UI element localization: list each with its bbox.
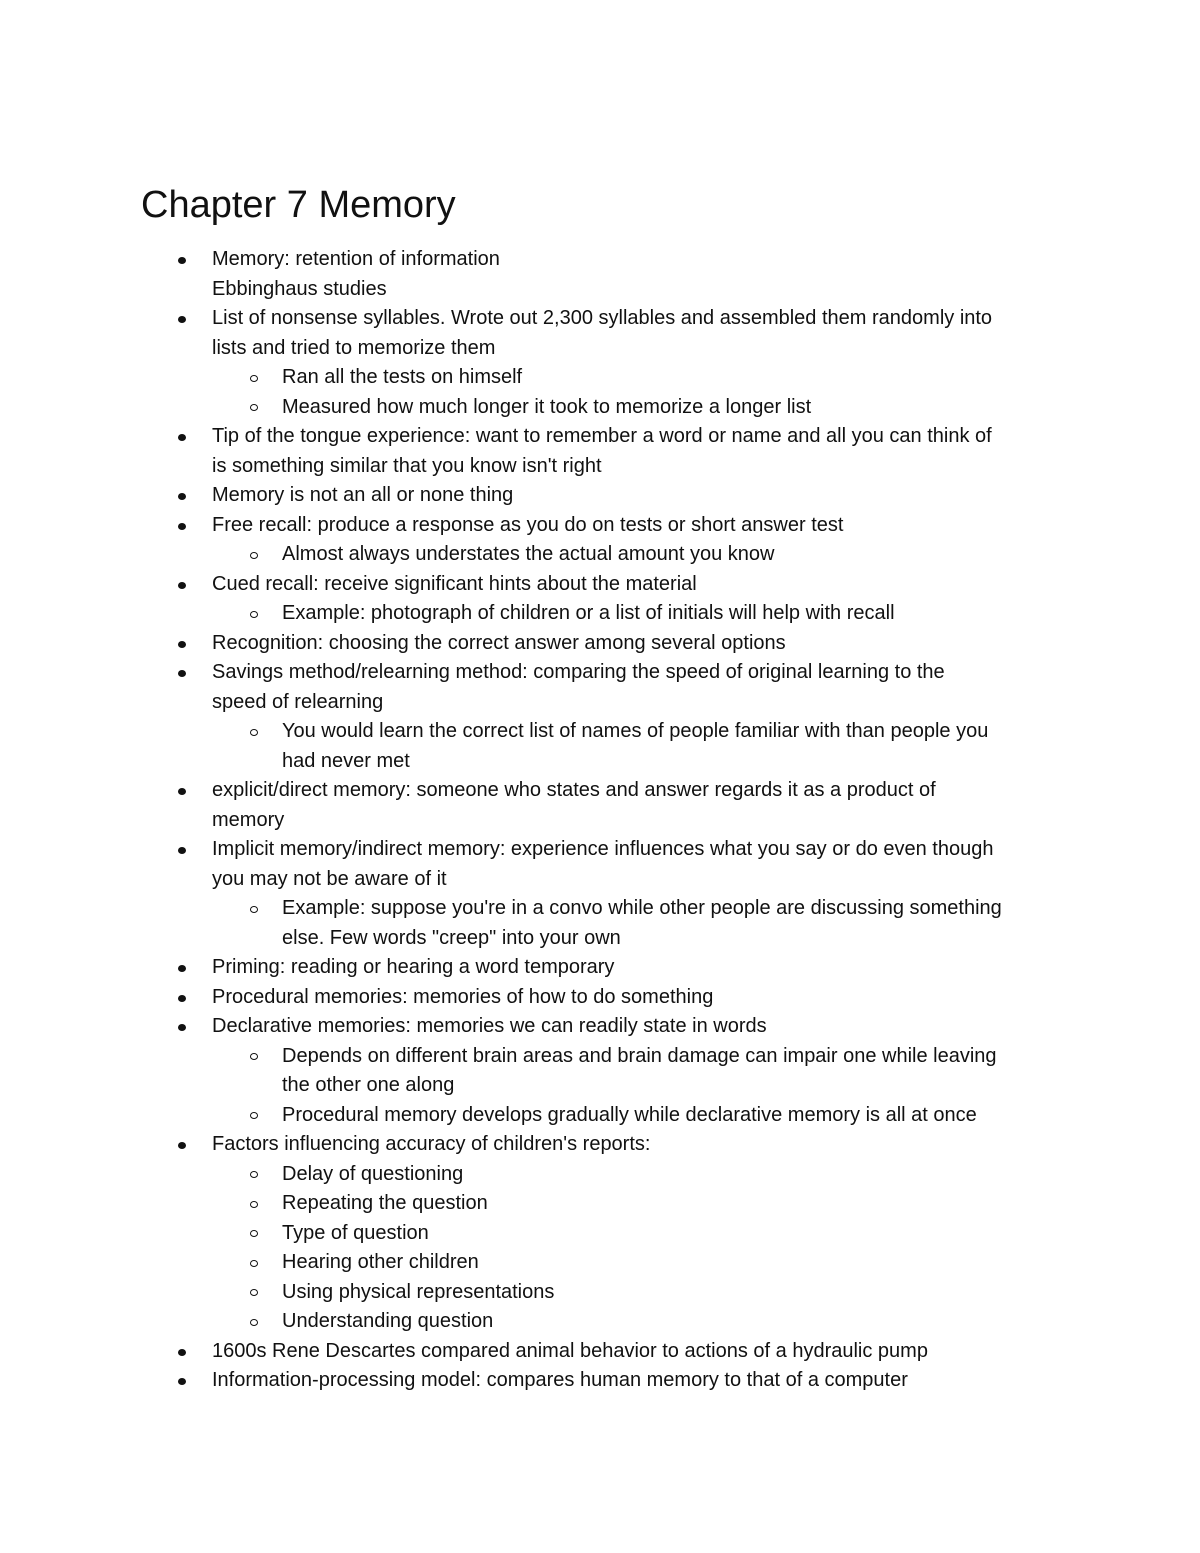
list-item-text: Ebbinghaus studies bbox=[212, 277, 387, 300]
sub-list-item bbox=[0, 393, 1072, 423]
list-item-text: Cued recall: receive significant hints about the material bbox=[212, 572, 697, 595]
list-item-text: Understanding question bbox=[282, 1310, 494, 1332]
list-item-text: Type of question bbox=[282, 1221, 429, 1244]
sub-list-item bbox=[0, 1042, 1072, 1101]
list-item-text: explicit/direct memory: someone who states and answer regards it as a product of memory bbox=[212, 779, 936, 831]
list-item bbox=[0, 570, 1072, 600]
bullet-disc-icon bbox=[178, 670, 186, 677]
list-item-text: Tip of the tongue experience: want to remember a word or name and all you can think of is something similar that you know isn't right bbox=[212, 425, 992, 477]
list-item-text: 1600s Rene Descartes compared animal behavior to actions of a hydraulic pump bbox=[212, 1339, 928, 1362]
bullet-circle-icon bbox=[250, 1260, 258, 1267]
list-item-text: Free recall: produce a response as you do on tests or short answer test bbox=[212, 513, 844, 536]
list-item-text: Recognition: choosing the correct answer among several options bbox=[212, 631, 786, 654]
bullet-circle-icon bbox=[250, 611, 258, 618]
bullet-disc-icon bbox=[178, 434, 186, 441]
list-item bbox=[0, 776, 1072, 835]
bullet-circle-icon bbox=[250, 552, 258, 559]
list-item-text: Factors influencing accuracy of children's reports: bbox=[212, 1133, 651, 1155]
bullet-disc-icon bbox=[178, 257, 186, 264]
bullet-circle-icon bbox=[250, 729, 258, 736]
list-item bbox=[0, 835, 1072, 894]
bullet-circle-icon bbox=[250, 1289, 258, 1296]
bullet-circle-icon bbox=[250, 1319, 258, 1326]
sub-list-item bbox=[0, 1219, 1072, 1249]
list-item-text: Implicit memory/indirect memory: experience influences what you say or do even though you may not be aware of it bbox=[212, 838, 994, 890]
list-item-text: Memory is not an all or none thing bbox=[212, 484, 514, 506]
bullet-circle-icon bbox=[250, 1230, 258, 1237]
sub-list-item bbox=[0, 1101, 1072, 1131]
bullet-circle-icon bbox=[250, 404, 258, 411]
list-item-text: Example: suppose you're in a convo while other people are discussing something else. Few words "creep" into your own bbox=[282, 897, 1002, 949]
list-item-text: Using physical representations bbox=[282, 1280, 555, 1303]
sub-list-item bbox=[0, 540, 1072, 570]
bullet-disc-icon bbox=[178, 847, 186, 854]
sub-list-item bbox=[0, 894, 1072, 953]
notes-list bbox=[0, 245, 1200, 1396]
list-item-text: Information-processing model: compares human memory to that of a computer bbox=[212, 1369, 908, 1391]
list-item-text: Declarative memories: memories we can readily state in words bbox=[212, 1015, 767, 1037]
list-item-text: Depends on different brain areas and brain damage can impair one while leaving the other one along bbox=[282, 1044, 997, 1096]
list-item bbox=[0, 983, 1072, 1013]
sub-list-item bbox=[0, 1278, 1072, 1308]
list-item-text: Repeating the question bbox=[282, 1192, 488, 1214]
bullet-disc-icon bbox=[178, 1349, 186, 1356]
list-item bbox=[0, 658, 1072, 717]
list-item-text: Savings method/relearning method: comparing the speed of original learning to the speed of relearning bbox=[212, 661, 945, 713]
list-item-text: Hearing other children bbox=[282, 1251, 479, 1273]
list-item bbox=[0, 304, 1072, 363]
sub-list-item bbox=[0, 363, 1072, 393]
list-item bbox=[0, 245, 1072, 275]
sub-list-item bbox=[0, 1189, 1072, 1219]
list-item bbox=[0, 422, 1072, 481]
bullet-circle-icon bbox=[250, 375, 258, 382]
list-item bbox=[0, 1366, 1072, 1396]
list-item bbox=[0, 1012, 1072, 1042]
bullet-disc-icon bbox=[178, 316, 186, 323]
bullet-disc-icon bbox=[178, 493, 186, 500]
list-item-text: Almost always understates the actual amount you know bbox=[282, 543, 775, 565]
bullet-circle-icon bbox=[250, 1201, 258, 1208]
bullet-disc-icon bbox=[178, 641, 186, 648]
bullet-disc-icon bbox=[178, 1024, 186, 1031]
sub-list-item bbox=[0, 717, 1072, 776]
page-title: Chapter 7 Memory bbox=[141, 184, 456, 226]
list-item-text: You would learn the correct list of names of people familiar with than people you had never met bbox=[282, 720, 989, 772]
sub-list-item bbox=[0, 1307, 1072, 1337]
bullet-disc-icon bbox=[178, 1142, 186, 1149]
list-item-text: Procedural memories: memories of how to do something bbox=[212, 985, 714, 1008]
bullet-circle-icon bbox=[250, 1053, 258, 1060]
list-item bbox=[0, 481, 1072, 511]
bullet-disc-icon bbox=[178, 995, 186, 1002]
bullet-circle-icon bbox=[250, 1171, 258, 1178]
sub-list-item bbox=[0, 1248, 1072, 1278]
list-continuation-line bbox=[0, 275, 1072, 305]
bullet-disc-icon bbox=[178, 582, 186, 589]
list-item bbox=[0, 511, 1072, 541]
list-item-text: Procedural memory develops gradually while declarative memory is all at once bbox=[282, 1103, 977, 1126]
list-item-text: List of nonsense syllables. Wrote out 2,300 syllables and assembled them randomly into lists and tried to memorize them bbox=[212, 307, 993, 359]
bullet-disc-icon bbox=[178, 788, 186, 795]
list-item-text: Example: photograph of children or a list of initials will help with recall bbox=[282, 602, 895, 624]
bullet-disc-icon bbox=[178, 523, 186, 530]
list-item bbox=[0, 1337, 1072, 1367]
bullet-circle-icon bbox=[250, 1112, 258, 1119]
list-item-text: Delay of questioning bbox=[282, 1162, 464, 1185]
bullet-circle-icon bbox=[250, 906, 258, 913]
bullet-disc-icon bbox=[178, 965, 186, 972]
list-item-text: Priming: reading or hearing a word temporary bbox=[212, 956, 615, 978]
list-item bbox=[0, 953, 1072, 983]
list-item-text: Ran all the tests on himself bbox=[282, 366, 523, 388]
list-item bbox=[0, 1130, 1072, 1160]
bullet-disc-icon bbox=[178, 1378, 186, 1385]
sub-list-item bbox=[0, 1160, 1072, 1190]
list-item-text: Measured how much longer it took to memorize a longer list bbox=[282, 395, 812, 418]
list-item bbox=[0, 629, 1072, 659]
list-item-text: Memory: retention of information bbox=[212, 248, 500, 270]
sub-list-item bbox=[0, 599, 1072, 629]
